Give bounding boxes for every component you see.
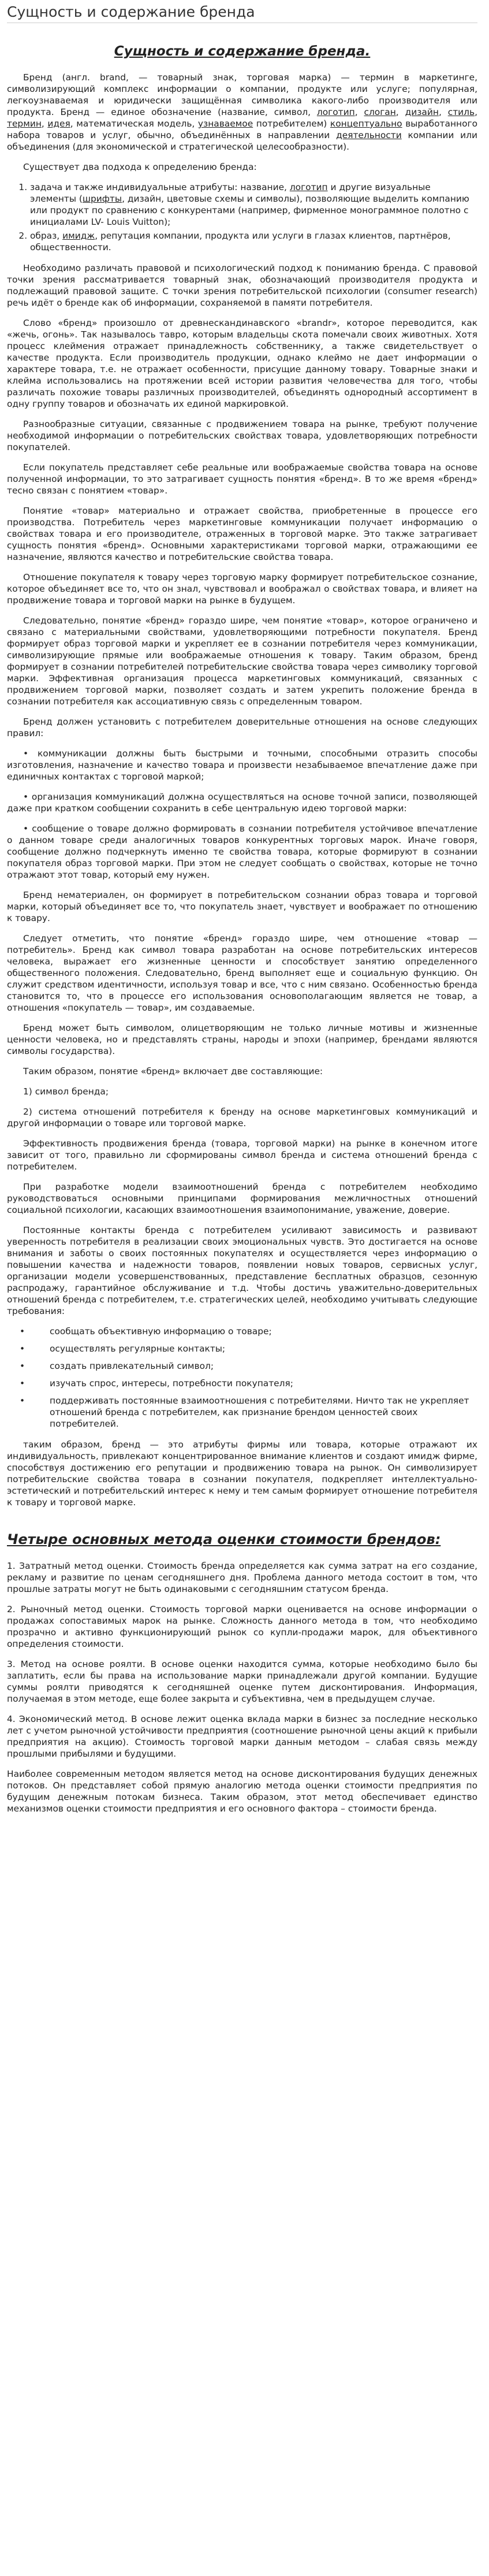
- page-title: Сущность и содержание бренда: [7, 0, 477, 23]
- text-span: и другие визуальные элементы (: [30, 182, 431, 204]
- rule-item: • сообщение о товаре должно формировать в сознании потребителя устойчивое впечатление о данном товаре среди аналогичных товаров конкурентных торговых марок. Иначе говоря, сообщение должно подчеркнуть именно те свойства товара, которые формируют в сознании покупателя образ торговой марки. При этом не следует сообщать о свойствах, которые не точно отражают этот товар, который ему нужен.: [7, 823, 477, 880]
- text-span: , математическая модель,: [70, 118, 198, 129]
- rule-item: • коммуникации должны быть быстрыми и точными, способными отразить способы изготовления, назначение и качество товара и произвести незабываемое впечатление даже при единичных контактах с торговой маркой;: [7, 748, 477, 782]
- method-item: 4. Экономический метод. В основе лежит оценка вклада марки в бизнес за последние несколько лет с учетом рыночной устойчивости предприятия (соотношение рыночной цены акций к прибыли предприятия на акцию). Стоимость торговой марки данным методом – слабая связь между прошлыми прибылями и будущими.: [7, 1714, 477, 1759]
- list-item: • осуществлять регулярные контакты;: [7, 1343, 477, 1354]
- text-span: компании или объединения (для экономической и стратегической целесообразности).: [7, 130, 478, 152]
- text-span: ,: [354, 107, 364, 117]
- text-span: ,: [475, 107, 477, 117]
- text-span: потребителем): [253, 118, 330, 129]
- paragraph: Понятие «товар» материально и отражает свойства, приобретенные в процессе его производства. Потребитель через маркетинговые коммуникации получает информацию о свойствах товара и его производителе, отраженных в торговой марке. Это также затрагивает сущность понятия «бренд». Основными характеристиками торговой марки, отражающими ее назначение, являются качество и потребительские свойства товара.: [7, 506, 477, 562]
- link-activity[interactable]: деятельности: [336, 130, 402, 140]
- link-logo[interactable]: логотип: [289, 182, 328, 192]
- link-slogan[interactable]: слоган: [364, 107, 396, 117]
- paragraph: таким образом, бренд — это атрибуты фирмы или товара, которые отражают их индивидуальность, привлекают концентрированное внимание клиентов и создают имидж фирме, способствуя достижению его репутации и продвижению товара на рынок. Он символизирует потребительские свойства товара в сознании покупателя, подкрепляет интеллектуально-эстетический и потребительский интерес к нему и тем самым формирует отношение потребителя к товару и торговой марке.: [7, 1439, 477, 1508]
- link-term[interactable]: термин: [7, 118, 42, 129]
- paragraph: 2) система отношений потребителя к бренду на основе маркетинговых коммуникаций и другой информации о товаре или торговой марке.: [7, 1107, 477, 1129]
- paragraph: Отношение покупателя к товару через торговую марку формирует потребительское сознание, которое объединяет все то, что он знал, чувствовал и воображал о свойствах товара, и влияет на продвижение товара и торговой марки на рынке в будущем.: [7, 572, 477, 606]
- link-recognizable[interactable]: узнаваемое: [197, 118, 253, 129]
- paragraph: Разнообразные ситуации, связанные с продвижением товара на рынке, требуют получение необходимой информации о потребительских свойствах товара, удовлетворяющих потребности покупателей.: [7, 419, 477, 452]
- link-logotype[interactable]: логотип: [316, 107, 355, 117]
- text-span: ,: [41, 118, 48, 129]
- link-design[interactable]: дизайн: [405, 107, 439, 117]
- paragraph: Необходимо различать правовой и психологический подход к пониманию бренда. С правовой точки зрения рассматривается товарный знак, обозначающий производителя продукта и подлежащий правовой защите. С точки зрения потребительской психологии (consumer research) речь идёт о бренде как об информации, сохраняемой в памяти потребителя.: [7, 263, 477, 308]
- list-item: • сообщать объективную информацию о товаре;: [7, 1326, 477, 1337]
- link-idea[interactable]: идея: [47, 118, 70, 129]
- method-item: 1. Затратный метод оценки. Стоимость бренда определяется как сумма затрат на его создание, рекламу и развитие по ценам сегодняшнего дня. Проблема данного метода состоит в том, что прошлые затраты могут не быть одинаковыми с сегодняшним статусом бренда.: [7, 1561, 477, 1594]
- rule-item: • организация коммуникаций должна осуществляться на основе точной записи, позволяющей даже при кратком сообщении сохранить в себе центральную идею торговой марки:: [7, 792, 477, 814]
- approaches-intro: Существует два подхода к определению бренда:: [23, 162, 257, 172]
- list-item: • создать привлекательный символ;: [7, 1360, 477, 1372]
- paragraph: Таким образом, понятие «бренд» включает две составляющие:: [23, 1066, 323, 1077]
- approaches-list: [7, 181, 477, 253]
- method-item: Наиболее современным методом является метод на основе дисконтирования будущих денежных потоков. Он представляет собой прямую аналогию метода оценки стоимости предприятия по будущим денежным потокам бизнеса. Таким образом, этот метод обеспечивает единство механизмов оценки стоимости предприятия и его основного фактора – стоимости бренда.: [7, 1769, 477, 1814]
- intro-paragraph: [7, 72, 477, 153]
- paragraph: Постоянные контакты бренда с потребителем усиливают зависимость и развивают уверенность потребителя в реализации своих эмоциональных чувств. Это достигается на основе внимания и заботы о своих постоянных покупателях и осуществляется через информацию о повышении качества и надежности товаров, появлении новых товаров, сервисных услуг, организации модели усовершенствованных, представление бесплатных образцов, сезонную распродажу, гарантийное обслуживание и т.д. Чтобы достичь уважительно-доверительных отношений бренда с потребителем, т.е. стратегических целей, необходимо учитывать следующие требования:: [7, 1225, 477, 1316]
- paragraph: Бренд нематериален, он формирует в потребительском сознании образ товара и торговой марки, который объединяет все то, что покупатель знает, чувствует и воображает по отношению к товару.: [7, 890, 477, 923]
- link-fonts[interactable]: шрифты: [82, 194, 122, 204]
- text-span: Бренд (англ. brand, — товарный знак, торговая марка) — термин в маркетинге, символизирующий комплекс информации о компании, продукте или услуге; популярная, легкоузнаваемая и юридически защищённая символика какого-либо производителя или продукта. Бренд — единое обозначение (название, символ,: [7, 72, 477, 117]
- list-item: • поддерживать постоянные взаимоотношения с потребителями. Ничто так не укрепляет отношений бренда с потребителем, как признание брендом ценностей своих потребителей.: [7, 1395, 477, 1430]
- text-span: задача и также индивидуальные атрибуты: название,: [30, 182, 290, 192]
- paragraph: При разработке модели взаимоотношений бренда с потребителем необходимо руководствоваться основными принципами формирования межличностных отношений социальной психологии, касающих взаимоотношения взаимопонимание, уважение, доверие.: [7, 1182, 477, 1215]
- text-span: выработанного набора товаров и услуг, обычно, объединённых в направлении: [7, 118, 477, 140]
- method-item: 2. Рыночный метод оценки. Стоимость торговой марки оценивается на основе информации о продажах сопоставимых марок на рынке. Сложность данного метода в том, что необходимо прозрачно и активно функционирующий рынок со купли-продажи марок, для объективного определения стоимости.: [7, 1604, 477, 1649]
- paragraph: Следовательно, понятие «бренд» гораздо шире, чем понятие «товар», которое ограничено и связано с материальными свойствами, удовлетворяющими потребности покупателя. Бренд формирует образ торговой марки и укрепляет ее в сознании потребителя через коммуникации, символизирующие прямые или воображаемые отношения к товару. Таким образом, бренд формирует в сознании потребителей потребительские свойства товара через символику торговой марки. Эффективная организация процесса маркетинговых коммуникаций, связанных с продвижением торговой марки, позволяет создать и затем укрепить положение бренда в сознании потребителя как ассоциативную связь с определенным товаром.: [7, 615, 477, 707]
- paragraph: 1) символ бренда;: [23, 1086, 109, 1097]
- list-item: • изучать спрос, интересы, потребности покупателя;: [7, 1378, 477, 1389]
- list-item: [30, 230, 477, 253]
- method-item: 3. Метод на основе роялти. В основе оценки находится сумма, которые необходимо было бы заплатить, если бы права на использование марки принадлежали другой компании. Будущие суммы роялти приводятся к сегодняшней оценке путем дисконтирования. Информация, получаемая в этом методе, еще более закрыта и субъективна, чем в предыдущем случае.: [7, 1659, 477, 1704]
- list-item: [30, 181, 477, 228]
- text-span: ,: [438, 107, 448, 117]
- link-conceptually[interactable]: концептуально: [330, 118, 402, 129]
- paragraph: Бренд может быть символом, олицетворяющим не только личные мотивы и жизненные ценности человека, но и представлять страны, народы и эпохи (например, брендами являются символы государства).: [7, 1023, 477, 1056]
- article-heading: Сущность и содержание бренда.: [114, 44, 371, 59]
- paragraph: Эффективность продвижения бренда (товара, торговой марки) на рынке в конечном итоге зависит от того, правильно ли сформированы символ бренда и система отношений бренда с потребителем.: [7, 1138, 477, 1172]
- paragraph: Если покупатель представляет себе реальные или воображаемые свойства товара на основе полученной информации, то это затрагивает сущность понятия «бренд». В то же время «бренд» тесно связан с понятием «товар».: [7, 462, 477, 496]
- paragraph: Бренд должен установить с потребителем доверительные отношения на основе следующих правил:: [7, 717, 477, 738]
- paragraph: Слово «бренд» произошло от древнескандинавского «brandr», которое переводится, как «жечь, огонь». Так называлось тавро, которым владельцы скота помечали своих животных. Хотя процесс клеймения отражает принадлежность собственнику, а также свидетельствует о качестве продукта. Если производитель продукции, однако клеймо не дает информации о характере товара, т.е. не отражает особенности, присущие данному товару. Товарные знаки и клейма использовались на протяжении всей истории развития человечества для того, чтобы различать похожие товары различных производителей, объединять однородный ассортимент в одну группу товаров и обозначать их единой маркировкой.: [7, 318, 477, 409]
- text-span: образ,: [30, 231, 63, 241]
- link-style[interactable]: стиль: [447, 107, 475, 117]
- requirements-list: [7, 1326, 477, 1430]
- text-span: , репутация компании, продукта или услуги в глазах клиентов, партнёров, общественности.: [30, 231, 451, 253]
- section-heading: Четыре основных метода оценки стоимости брендов:: [7, 1531, 441, 1547]
- text-span: , дизайн, цветовые схемы и символы), позволяющие выделить компанию или продукт по сравнению с конкурентами (например, фирменное монограммное полотно с инициалами LV- Louis Vuitton);: [30, 194, 469, 227]
- link-image[interactable]: имидж: [62, 231, 95, 241]
- text-span: ,: [395, 107, 405, 117]
- paragraph: Следует отметить, что понятие «бренд» гораздо шире, чем отношение «товар — потребитель». Бренд как символ товара разработан на основе потребительских интересов человека, выражает его жизненные ценности и способствует занятию определенного общественного положения. Следовательно, бренд выполняет еще и социальную функцию. Он служит средством идентичности, используя товар и все, что с ним связано. Особенностью бренда становится то, что в процессе его использования основополагающим является не товар, а отношения «покупатель — товар», им создаваемые.: [7, 933, 477, 1013]
